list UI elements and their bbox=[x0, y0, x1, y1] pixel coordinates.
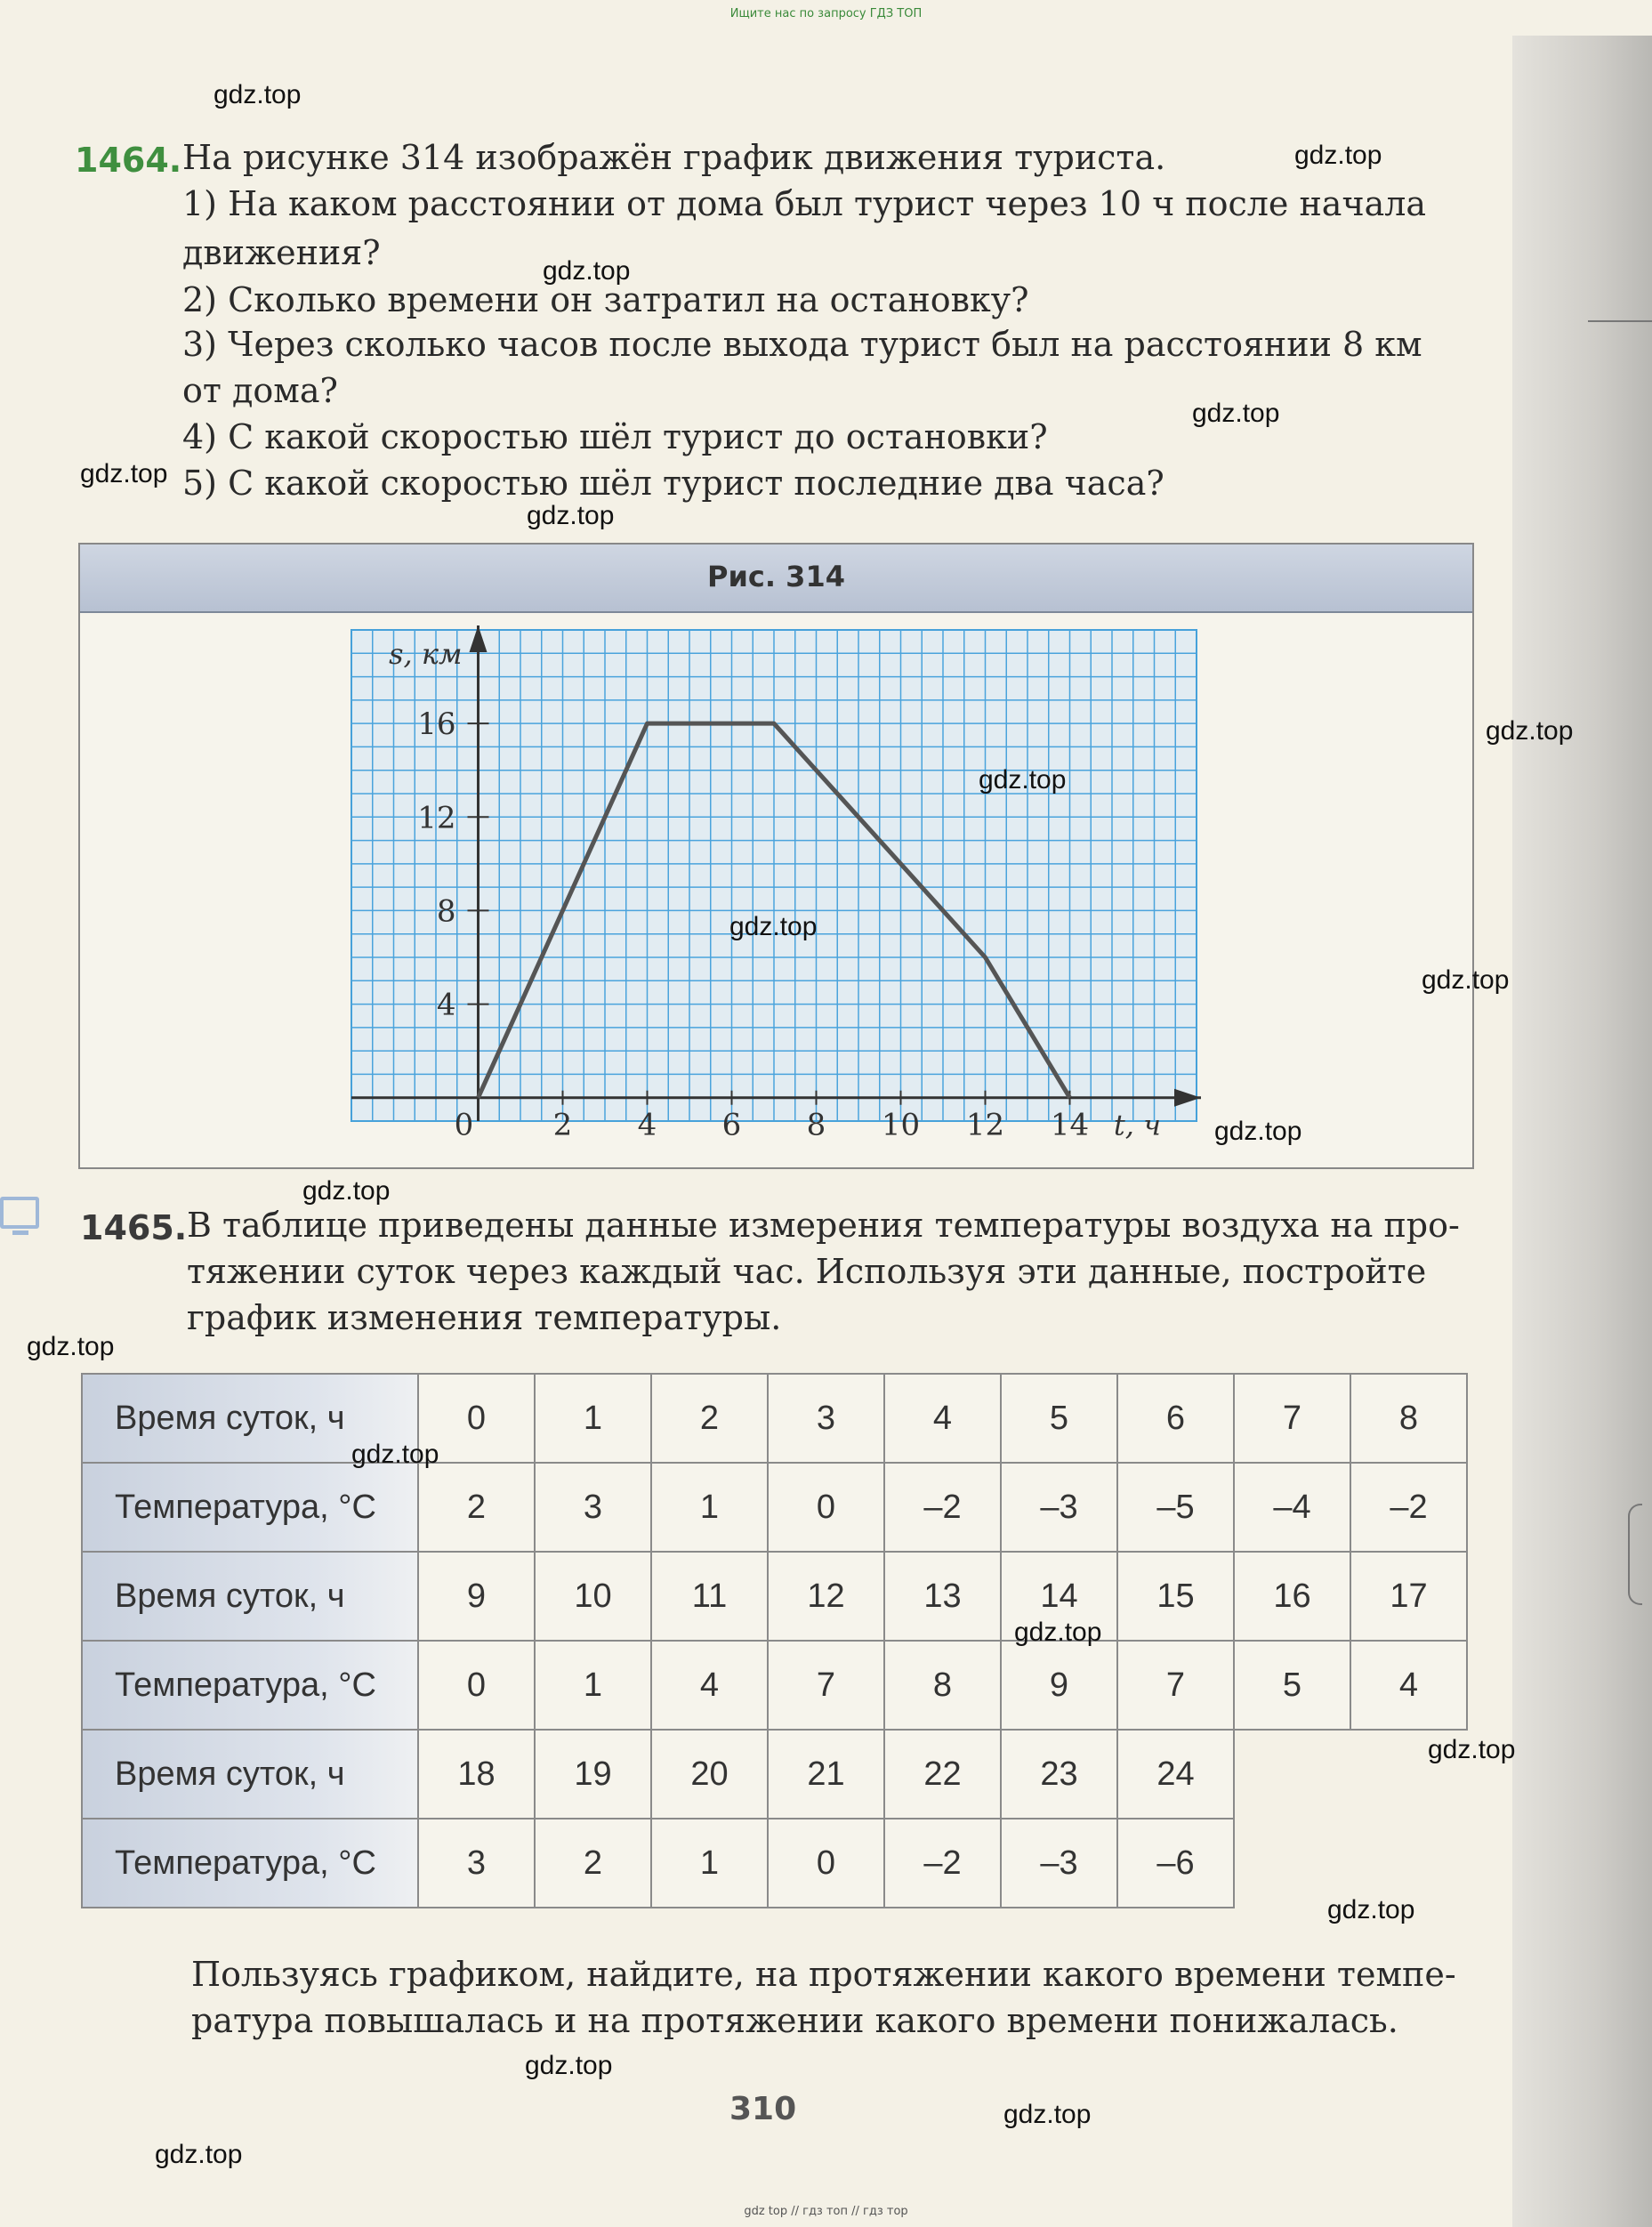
watermark-text: gdz.top bbox=[1014, 1618, 1102, 1647]
y-tick-label: 12 bbox=[417, 800, 456, 836]
temp-cell: –2 bbox=[883, 1462, 1002, 1553]
temp-cell: 1 bbox=[650, 1462, 769, 1553]
header-note: Ищите нас по запросу ГДЗ ТОП bbox=[729, 7, 923, 20]
x-tick-label: 12 bbox=[965, 1107, 1005, 1143]
watermark-text: gdz.top bbox=[1486, 716, 1574, 746]
time-cell: 8 bbox=[1350, 1373, 1468, 1464]
temp-cell: 2 bbox=[417, 1462, 536, 1553]
monitor-icon bbox=[0, 1197, 39, 1229]
temp-cell: 1 bbox=[650, 1818, 769, 1908]
x-tick-label: 8 bbox=[806, 1107, 826, 1143]
y-tick-label: 8 bbox=[436, 893, 456, 930]
x-tick-label: 14 bbox=[1050, 1107, 1090, 1143]
watermark-text: gdz.top bbox=[979, 765, 1067, 795]
p1464-line-6: от дома? bbox=[182, 371, 338, 410]
temp-cell: 1 bbox=[534, 1640, 652, 1731]
p1464-line-8: 5) С какой скоростью шёл турист последние два часа? bbox=[182, 464, 1164, 503]
time-cell: 14 bbox=[1000, 1551, 1118, 1642]
temp-cell: –2 bbox=[1350, 1462, 1468, 1553]
watermark-text: gdz.top bbox=[155, 2140, 243, 2169]
p1465-line-1: В таблице приведены данные измерения температуры воздуха на про- bbox=[187, 1206, 1460, 1245]
row-label-temp: Температура, °C bbox=[81, 1818, 419, 1908]
x-tick-label: 4 bbox=[637, 1107, 657, 1143]
watermark-text: gdz.top bbox=[1327, 1895, 1415, 1924]
time-cell: 15 bbox=[1116, 1551, 1235, 1642]
x-axis-label: t, ч bbox=[1113, 1108, 1161, 1142]
p1464-line-2: 1) На каком расстоянии от дома был турист через 10 ч после начала bbox=[182, 184, 1427, 223]
time-cell: 0 bbox=[417, 1373, 536, 1464]
time-cell: 17 bbox=[1350, 1551, 1468, 1642]
x-tick-label: 6 bbox=[721, 1107, 742, 1143]
temp-cell: 5 bbox=[1233, 1640, 1351, 1731]
watermark-text: gdz.top bbox=[214, 80, 302, 109]
p1465-question-2: ратура повышалась и на протяжении какого времени понижалась. bbox=[191, 2001, 1398, 2040]
temp-cell: 0 bbox=[417, 1640, 536, 1731]
x-tick-label: 2 bbox=[552, 1107, 573, 1143]
temp-cell: 0 bbox=[767, 1462, 885, 1553]
time-cell: 13 bbox=[883, 1551, 1002, 1642]
table-row bbox=[83, 1642, 1468, 1731]
time-cell: 16 bbox=[1233, 1551, 1351, 1642]
temp-cell: 3 bbox=[417, 1818, 536, 1908]
time-cell: 4 bbox=[883, 1373, 1002, 1464]
watermark-text: gdz.top bbox=[1428, 1735, 1516, 1764]
table-row bbox=[83, 1820, 1235, 1908]
table-row bbox=[83, 1464, 1468, 1553]
figure-title: Рис. 314 bbox=[707, 560, 845, 593]
time-cell: 9 bbox=[417, 1551, 536, 1642]
time-cell: 24 bbox=[1116, 1729, 1235, 1820]
time-cell: 23 bbox=[1000, 1729, 1118, 1820]
temp-cell: 2 bbox=[534, 1818, 652, 1908]
watermark-text: gdz.top bbox=[302, 1176, 391, 1206]
temp-cell: 9 bbox=[1000, 1640, 1118, 1731]
watermark-text: gdz.top bbox=[27, 1332, 115, 1361]
p1465-line-2: тяжении суток через каждый час. Используя эти данные, постройте bbox=[187, 1252, 1427, 1291]
watermark-text: gdz.top bbox=[729, 912, 818, 941]
watermark-text: gdz.top bbox=[1294, 141, 1382, 170]
p1464-line-7: 4) С какой скоростью шёл турист до остановки? bbox=[182, 417, 1048, 456]
time-cell: 21 bbox=[767, 1729, 885, 1820]
watermark-text: gdz.top bbox=[351, 1440, 439, 1469]
temp-cell: 8 bbox=[883, 1640, 1002, 1731]
temp-cell: 7 bbox=[767, 1640, 885, 1731]
p1464-line-1: На рисунке 314 изображён график движения туриста. bbox=[182, 138, 1166, 177]
row-label-temp: Температура, °C bbox=[81, 1640, 419, 1731]
time-cell: 3 bbox=[767, 1373, 885, 1464]
time-cell: 10 bbox=[534, 1551, 652, 1642]
watermark-text: gdz.top bbox=[1003, 2100, 1092, 2129]
y-axis-label: s, км bbox=[389, 637, 463, 671]
temp-cell: –5 bbox=[1116, 1462, 1235, 1553]
time-cell: 6 bbox=[1116, 1373, 1235, 1464]
time-cell: 18 bbox=[417, 1729, 536, 1820]
time-cell: 5 bbox=[1000, 1373, 1118, 1464]
page-number: 310 bbox=[729, 2091, 797, 2127]
x-tick-label: 0 bbox=[454, 1107, 474, 1143]
time-cell: 19 bbox=[534, 1729, 652, 1820]
p1465-question-1: Пользуясь графиком, найдите, на протяжении какого времени темпе- bbox=[191, 1955, 1456, 1994]
watermark-text: gdz.top bbox=[1422, 965, 1510, 995]
temp-cell: 3 bbox=[534, 1462, 652, 1553]
temp-cell: –3 bbox=[1000, 1462, 1118, 1553]
problem-1465-number: 1465. bbox=[80, 1208, 188, 1247]
time-cell: 12 bbox=[767, 1551, 885, 1642]
temp-cell: –6 bbox=[1116, 1818, 1235, 1908]
row-label-time: Время суток, ч bbox=[81, 1729, 419, 1820]
temp-cell: 4 bbox=[1350, 1640, 1468, 1731]
time-cell: 22 bbox=[883, 1729, 1002, 1820]
temp-cell: –4 bbox=[1233, 1462, 1351, 1553]
table-row bbox=[83, 1553, 1468, 1642]
watermark-text: gdz.top bbox=[525, 2051, 613, 2080]
y-tick-label: 16 bbox=[417, 706, 456, 743]
p1464-line-5: 3) Через сколько часов после выхода турист был на расстоянии 8 км bbox=[182, 325, 1422, 364]
row-label-time: Время суток, ч bbox=[81, 1551, 419, 1642]
footer-note: gdz top // гдз топ // гдз тор bbox=[744, 2205, 908, 2218]
table-row bbox=[83, 1375, 1468, 1464]
watermark-text: gdz.top bbox=[1214, 1117, 1302, 1146]
temp-cell: 0 bbox=[767, 1818, 885, 1908]
time-cell: 20 bbox=[650, 1729, 769, 1820]
temp-cell: –3 bbox=[1000, 1818, 1118, 1908]
time-cell: 2 bbox=[650, 1373, 769, 1464]
temp-cell: 4 bbox=[650, 1640, 769, 1731]
p1465-line-3: график изменения температуры. bbox=[187, 1298, 782, 1337]
watermark-text: gdz.top bbox=[80, 459, 168, 488]
problem-1464-number: 1464. bbox=[75, 141, 182, 180]
row-label-time: Время суток, ч bbox=[81, 1373, 419, 1464]
row-label-temp: Температура, °C bbox=[81, 1462, 419, 1553]
watermark-text: gdz.top bbox=[527, 501, 615, 530]
table-row bbox=[83, 1731, 1235, 1820]
time-cell: 7 bbox=[1233, 1373, 1351, 1464]
p1464-line-3: движения? bbox=[182, 233, 381, 272]
temp-cell: 7 bbox=[1116, 1640, 1235, 1731]
temp-cell: –2 bbox=[883, 1818, 1002, 1908]
x-tick-label: 10 bbox=[881, 1107, 921, 1143]
temperature-table bbox=[83, 1375, 1473, 1908]
watermark-text: gdz.top bbox=[1192, 399, 1280, 428]
y-tick-label: 4 bbox=[436, 987, 456, 1023]
watermark-text: gdz.top bbox=[543, 256, 631, 286]
time-cell: 1 bbox=[534, 1373, 652, 1464]
time-cell: 11 bbox=[650, 1551, 769, 1642]
p1464-line-4: 2) Сколько времени он затратил на остановку? bbox=[182, 280, 1029, 319]
